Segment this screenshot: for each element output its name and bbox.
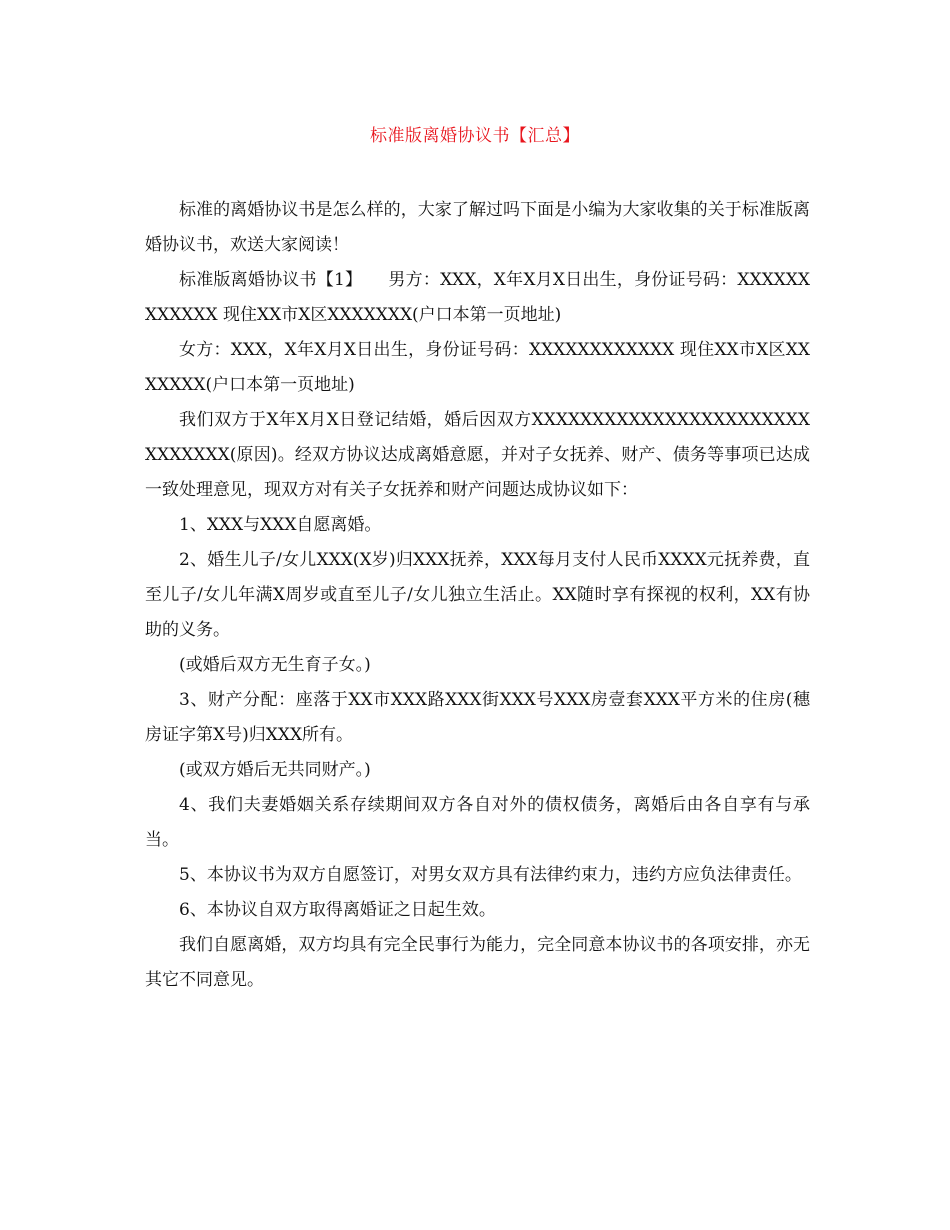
section-heading: 标准版离婚协议书【1】 (179, 270, 363, 290)
female-party-paragraph: 女方：XXX，X年X月X日出生，身份证号码：XXXXXXXXXXXX 现住XX市X区XXXXXXX(户口本第一页地址) (145, 340, 810, 395)
male-party-info: 男方：XXX，X年X月X日出生，身份证号码：XXXXXXXXXXXX 现住XX市X区XXXXXXX(户口本第一页地址) (145, 270, 810, 325)
male-party-paragraph (145, 263, 810, 333)
document-title: 标准版离婚协议书【汇总】 (370, 126, 580, 146)
clause-4: 4、我们夫妻婚姻关系存续期间双方各自对外的债权债务，离婚后由各自享有与承当。 (145, 795, 810, 850)
clause-6: 6、本协议自双方取得离婚证之日起生效。 (179, 900, 496, 920)
clause-2-note: (或婚后双方无生育子女。) (179, 655, 371, 675)
clause-1: 1、XXX与XXX自愿离婚。 (179, 515, 382, 535)
clause-5: 5、本协议书为双方自愿签订，对男女双方具有法律约束力，违约方应负法律责任。 (179, 865, 802, 885)
clause-3-note: (或双方婚后无共同财产。) (179, 760, 371, 780)
clause-2: 2、婚生儿子/女儿XXX(X岁)归XXX抚养，XXX每月支付人民币XXXX元抚养费，直至儿子/女儿年满X周岁或直至儿子/女儿独立生活止。XX随时享有探视的权利，XX有协助的义务。 (145, 550, 810, 640)
marriage-paragraph: 我们双方于X年X月X日登记结婚，婚后因双方XXXXXXXXXXXXXXXXXXXXXXXXXXXXXX(原因)。经双方协议达成离婚意愿，并对子女抚养、财产、债务等事项已达成一致处理意见，现双方对有关子女抚养和财产问题达成协议如下： (145, 410, 810, 500)
document-body (145, 193, 810, 998)
intro-paragraph: 标准的离婚协议书是怎么样的，大家了解过吗下面是小编为大家收集的关于标准版离婚协议书，欢送大家阅读！ (145, 200, 810, 255)
closing-paragraph: 我们自愿离婚，双方均具有完全民事行为能力，完全同意本协议书的各项安排，亦无其它不同意见。 (145, 935, 810, 990)
clause-3: 3、财产分配：座落于XX市XXX路XXX街XXX号XXX房壹套XXX平方米的住房(穗房证字第X号)归XXX所有。 (145, 690, 810, 745)
